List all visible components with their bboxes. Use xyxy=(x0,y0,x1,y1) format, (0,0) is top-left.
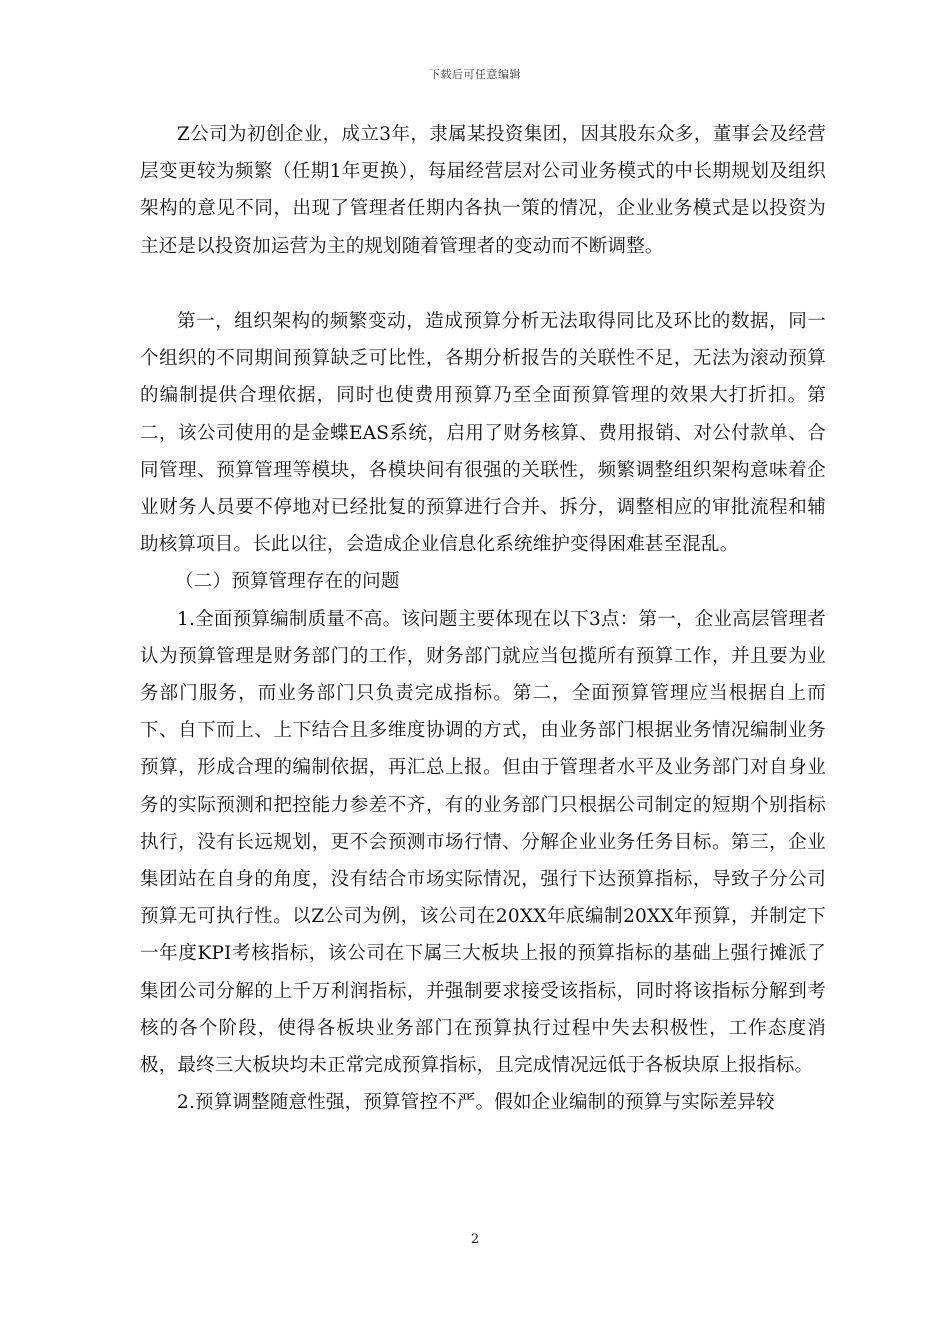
paragraph-budget-quality: 1.全面预算编制质量不高。该问题主要体现在以下3点：第一，企业高层管理者认为预算管理是财务部门的工作，财务部门就应当包揽所有预算工作，并且要为业务部门服务，而业务部门只负责完成指标。第二，全面预算管理应当根据自上而下、自下而上、上下结合且多维度协调的方式，由业务部门根据业务情况编制业务预算，形成合理的编制依据，再汇总上报。但由于管理者水平及业务部门对自身业务的实际预测和把控能力参差不齐，有的业务部门只根据公司制定的短期个别指标执行，没有长远规划，更不会预测市场行情、分解企业业务任务目标。第三，企业集团站在自身的角度，没有结合市场实际情况，强行下达预算指标，导致子分公司预算无可执行性。以Z公司为例，该公司在20XX年底编制20XX年预算，并制定下一年度KPI考核指标，该公司在下属三大板块上报的预算指标的基础上强行摊派了集团公司分解的上千万利润指标，并强制要求接受该指标，同时将该指标分解到考核的各个阶段，使得各板块业务部门在预算执行过程中失去积极性，工作态度消极，最终三大板块均未正常完成预算指标，且完成情况远低于各板块原上报指标。 xyxy=(140,608,826,1077)
paragraph-budget-adjustment: 2.预算调整随意性强，预算管控不严。假如企业编制的预算与实际差异较 xyxy=(177,1092,775,1114)
page-header: 下载后可任意编辑 xyxy=(429,68,521,81)
paragraph-org-structure-issues: 第一，组织架构的频繁变动，造成预算分析无法取得同比及环比的数据，同一个组织的不同期间预算缺乏可比性，各期分析报告的关联性不足，无法为滚动预算的编制提供合理依据，同时也使费用预算乃至全面预算管理的效果大打折扣。第二，该公司使用的是金蝶EAS系统，启用了财务核算、费用报销、对公付款单、合同管理、预算管理等模块，各模块间有很强的关联性，频繁调整组织架构意味着企业财务人员要不停地对已经批复的预算进行合并、拆分，调整相应的审批流程和辅助核算项目。长此以往，会造成企业信息化系统维护变得困难甚至混乱。 xyxy=(140,311,826,556)
paragraph-company-background: Z公司为初创企业，成立3年，隶属某投资集团，因其股东众多，董事会及经营层变更较为频繁（任期1年更换），每届经营层对公司业务模式的中长期规划及组织架构的意见不同，出现了管理者任期内各执一策的情况，企业业务模式是以投资为主还是以投资加运营为主的规划随着管理者的变动而不断调整。 xyxy=(140,124,826,257)
section-heading: （二）预算管理存在的问题 xyxy=(175,571,400,593)
content-block-intro xyxy=(140,116,826,265)
content-block-main xyxy=(140,303,826,1121)
page-number: 2 xyxy=(470,1232,480,1247)
